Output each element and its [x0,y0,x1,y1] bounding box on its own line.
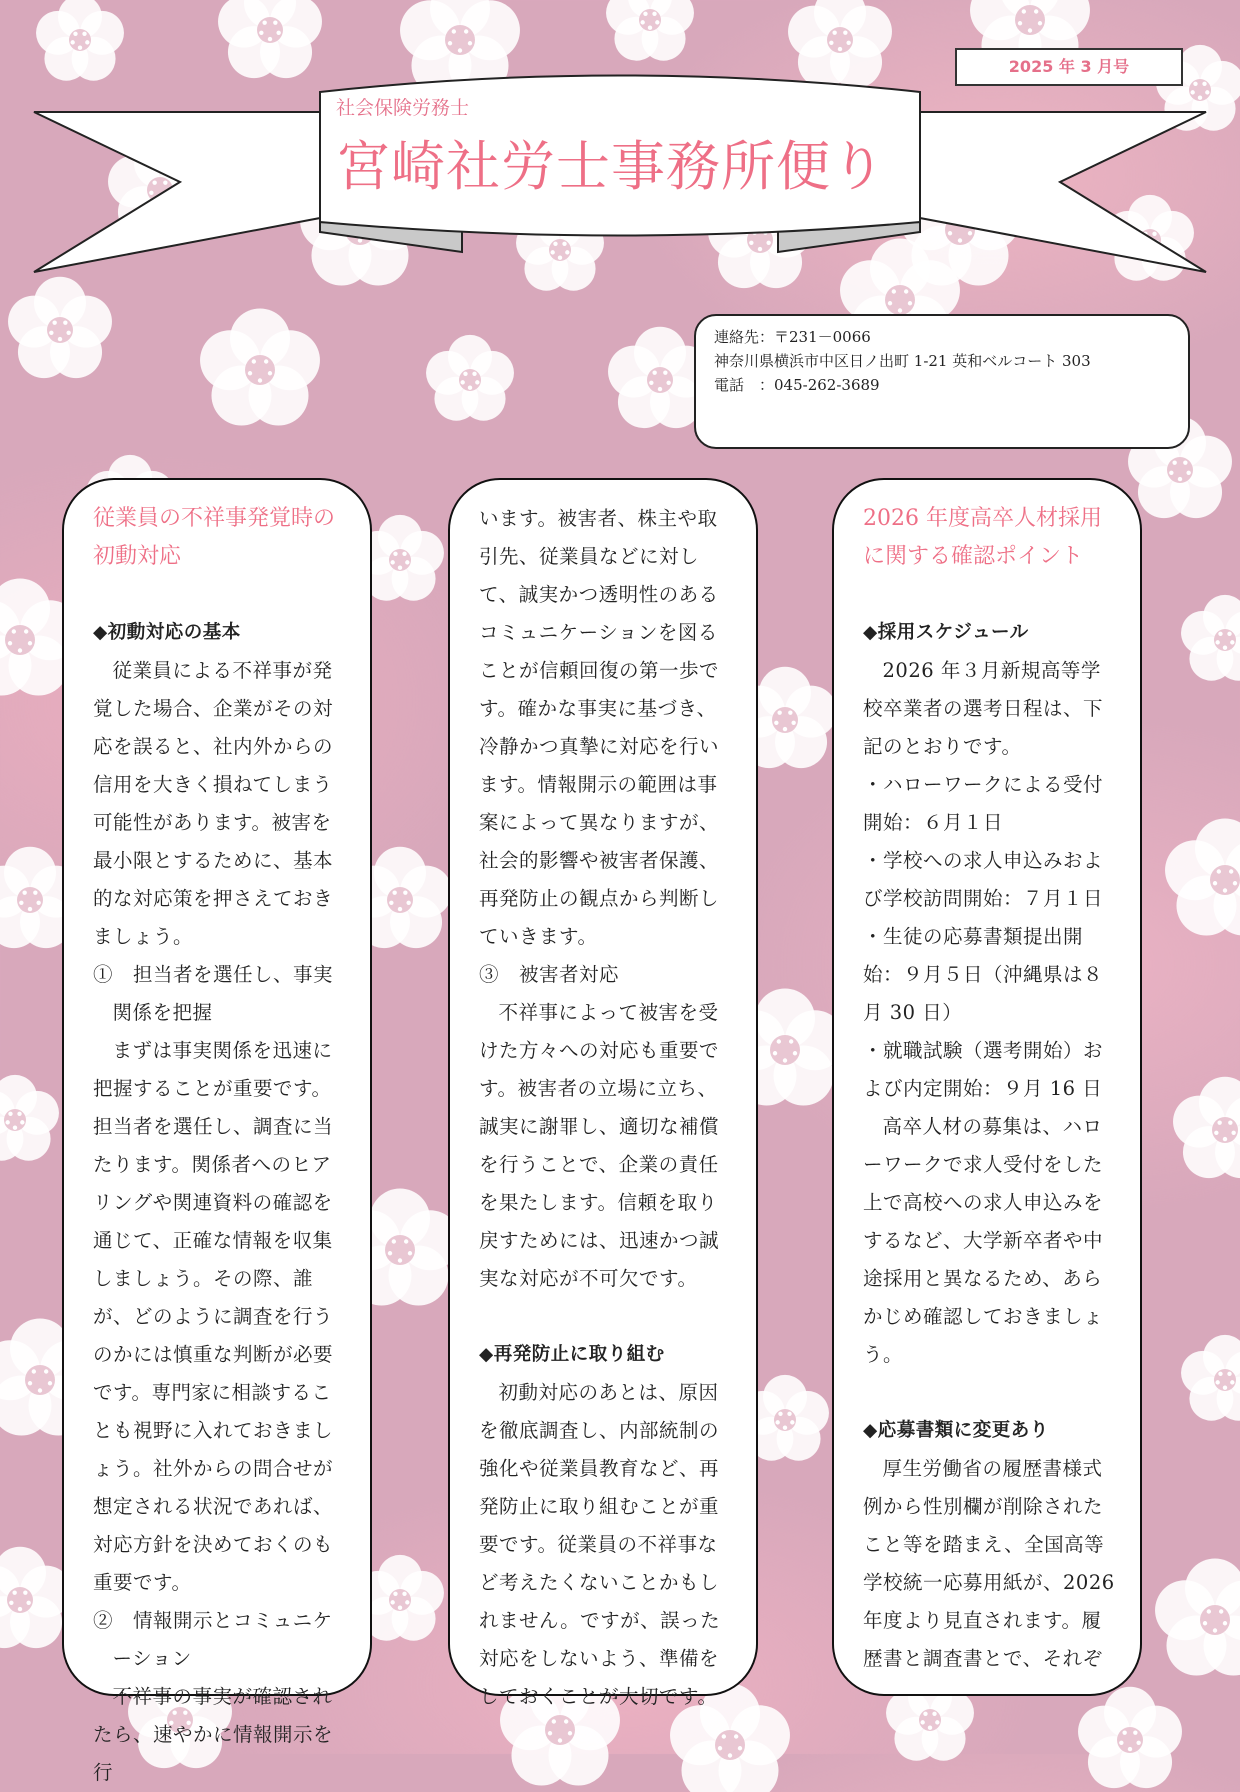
newsletter-title: 宮崎社労士事務所便り [336,124,886,201]
numbered-item: ① 担当者を選任し、事実関係を把握 [93,956,346,1032]
section-subheading: ◆再発防止に取り組む [479,1336,732,1374]
plum-blossom-icon [0,1075,59,1161]
section-subheading: ◆初動対応の基本 [93,614,346,652]
paragraph: 厚生労働省の履歴書様式例から性別欄が削除されたこと等を踏まえ、全国高等学校統一応募用紙が、2026 年度より見直されます。履歴書と調査書とで、それぞ [863,1450,1116,1678]
schedule-item: ・生徒の応募書類提出開始：９月５日（沖縄県は８月 30 日） [863,918,1116,1032]
plum-blossom-icon [1181,1335,1240,1421]
section-subheading: ◆採用スケジュール [863,614,1116,652]
contact-address: 神奈川県横浜市中区日ノ出町 1-21 英和ベルコート 303 [714,349,1170,373]
paragraph: 2026 年３月新規高等学校卒業者の選考日程は、下記のとおりです。 [863,652,1116,766]
plum-blossom-icon [1181,595,1240,681]
schedule-item: ・就職試験（選考開始）および内定開始：９月 16 日 [863,1032,1116,1108]
paragraph: まずは事実関係を迅速に把握することが重要です。担当者を選任し、調査に当たります。関係者へのヒアリングや関連資料の確認を通じて、正確な情報を収集しましょう。その際、誰が、どのように調査を行うのかには慎重な判断が必要です。専門家に相談することも視野に入れておきましょう。社外からの問合せが想定される状況であれば、対応方針を決めておくのも重要です。 [93,1032,346,1602]
issue-date-badge: 2025 年 3 月号 [955,48,1183,86]
plum-blossom-icon [8,277,112,378]
plum-blossom-icon [426,335,514,421]
paragraph: 初動対応のあとは、原因を徹底調査し、内部統制の強化や従業員教育など、再発防止に取り組むことが重要です。従業員の不祥事など考えたくないことかもしれません。ですが、誤った対応をしないよう、準備をしておくことが大切です。 [479,1374,732,1716]
numbered-item: ③ 被害者対応 [479,956,732,994]
heading-line: 2026 年度高卒人材採用 [863,500,1116,538]
plum-blossom-icon [1173,1077,1240,1178]
schedule-item: ・ハローワークによる受付開始：６月１日 [863,766,1116,842]
heading-line: に関する確認ポイント [863,538,1116,576]
paragraph: 不祥事によって被害を受けた方々への対応も重要です。被害者の立場に立ち、誠実に謝罪し、適切な補償を行うことで、企業の責任を果たします。信頼を取り戻すためには、迅速かつ誠実な対応が不可欠です。 [479,994,732,1298]
plum-blossom-icon [200,309,320,426]
contact-postal: 連絡先：〒231－0066 [714,325,1170,349]
article-heading [863,500,1116,576]
heading-line: 従業員の不祥事発覚時の [93,500,346,538]
spacer [479,1298,732,1336]
plum-blossom-icon [1078,1687,1182,1788]
article-column-1 [62,478,372,1696]
contact-phone: 電話 ：045-262-3689 [714,373,1170,397]
plum-blossom-icon [1165,819,1240,936]
paragraph: 不祥事の事実が確認されたら、速やかに情報開示を行 [93,1678,346,1792]
paragraph: います。被害者、株主や取引先、従業員などに対して、誠実かつ透明性のあるコミュニケーションを図ることが信頼回復の第一歩です。確かな事実に基づき、冷静かつ真摯に対応を行います。情報開示の範囲は事案によって異なりますが、社会的影響や被害者保護、再発防止の観点から判断していきます。 [479,500,732,956]
paragraph: 高卒人材の募集は、ハローワークで求人受付をした上で高校への求人申込みをするなど、大学新卒者や中途採用と異なるため、あらかじめ確認しておきましょう。 [863,1108,1116,1374]
paragraph: 従業員による不祥事が発覚した場合、企業がその対応を誤ると、社内外からの信用を大きく損ねてしまう可能性があります。被害を最小限とするために、基本的な対応策を押さえておきましょう。 [93,652,346,956]
plum-blossom-icon [606,0,694,61]
schedule-item: ・学校への求人申込みおよび学校訪問開始：７月１日 [863,842,1116,918]
article-column-3 [832,478,1142,1696]
section-subheading: ◆応募書類に変更あり [863,1412,1116,1450]
article-heading [93,500,346,576]
numbered-item: ② 情報開示とコミュニケーション [93,1602,346,1678]
banner-subtitle: 社会保険労務士 [336,93,469,120]
plum-blossom-icon [218,0,322,78]
plum-blossom-icon [36,0,124,81]
article-column-2 [448,478,758,1696]
spacer [863,1374,1116,1412]
heading-line: 初動対応 [93,538,346,576]
contact-box [694,314,1190,449]
plum-blossom-icon [1155,1559,1240,1676]
